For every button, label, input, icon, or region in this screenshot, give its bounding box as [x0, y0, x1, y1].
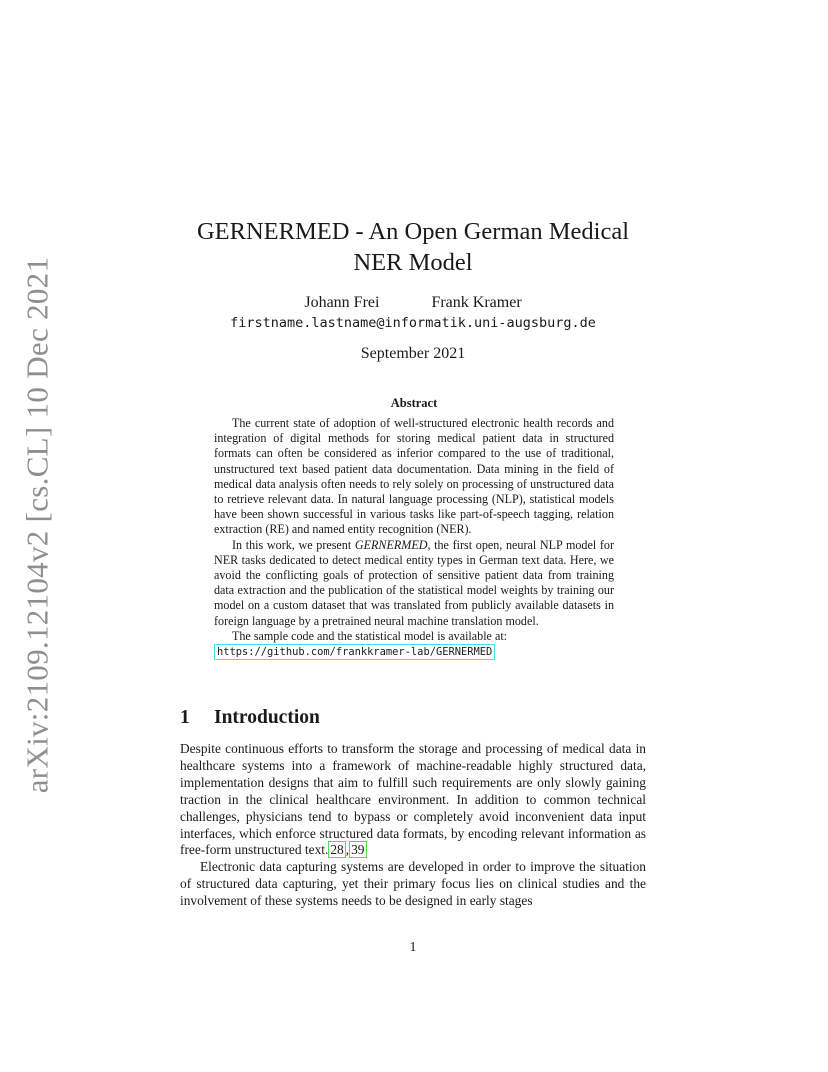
paper-title-line1: GERNERMED - An Open German Medical — [196, 218, 630, 245]
paper-title — [180, 216, 646, 278]
repository-link[interactable]: https://github.com/frankkramer-lab/GERNERMED — [214, 644, 495, 660]
page-number: 1 — [409, 939, 417, 954]
section-number: 1 — [180, 707, 190, 728]
author-name: Johann Frei — [304, 294, 380, 311]
model-name-emphasis: GERNERMED — [354, 537, 428, 552]
publication-date: September 2021 — [360, 345, 466, 362]
citation-link[interactable]: 28 — [330, 842, 344, 858]
section-body — [180, 741, 646, 910]
paper-title-line2: NER Model — [353, 249, 473, 276]
abstract-text: In this work, we present — [232, 537, 355, 552]
body-text: Despite continuous efforts to transform the storage and processing of medical data in healthcare systems into a framework of machine-readable highly structured data, implementation designs that aim to fulfill such requirements are only slowly gaining traction in the clinical healthcare environment. In addition to common technical challenges, physicians tend to bypass or completely avoid inconvenient data input interfaces, which enforce structured data formats, by encoding relevant information as free-form unstructured text. — [180, 741, 646, 858]
author-name: Frank Kramer — [431, 294, 522, 311]
section-heading — [180, 706, 320, 730]
abstract-heading: Abstract — [390, 396, 438, 410]
arxiv-identifier-text: arXiv:2109.12104v2 [cs.CL] 10 Dec 2021 — [19, 256, 54, 794]
body-paragraph: Despite continuous efforts to transform the storage and processing of medical data in healthcare systems into a framework of machine-readable highly structured data, implementation designs that aim to fulfill such requirements are only slowly gaining traction in the clinical healthcare environment. In addition to common technical challenges, physicians tend to bypass or completely avoid inconvenient data input interfaces, which enforce structured data formats, by encoding relevant information as free-form unstructured text. 28 , 39 — [180, 741, 646, 858]
abstract-paragraph: The sample code and the statistical model is available at: — [232, 628, 508, 643]
citation-link[interactable]: 39 — [351, 842, 365, 858]
arxiv-identifier-stamp — [14, 256, 60, 794]
body-paragraph: Electronic data capturing systems are developed in order to improve the situation of structured data capturing, yet their primary focus lies on clinical studies and the involvement of these systems needs to be designed in early stages — [180, 859, 646, 909]
abstract-text: , the first open, neural NLP model for NER tasks dedicated to detect medical entity types in German text data. Here, we avoid the conflicting goals of protection of sensitive patient data from training data extraction and the publication of the statistical model weights by training our model on a custom dataset that was translated from publicly available datasets in foreign language by a pretrained neural machine translation model. — [214, 537, 614, 628]
author-email: firstname.lastname@informatik.uni-augsburg.de — [230, 315, 596, 331]
section-title: Introduction — [214, 707, 320, 728]
abstract-paragraph: The current state of adoption of well-structured electronic health records and integration of digital methods for storing medical patient data in structured formats can often be considered as inferior compared to the use of traditional, unstructured text based patient data documentation. Data mining in the field of medical data analysis often needs to rely solely on processing of unstructured data to retrieve relevant data. In natural language processing (NLP), statistical models have been shown successful in various tasks like part-of-speech tagging, relation extraction (RE) and named entity recognition (NER). — [214, 416, 614, 537]
abstract-paragraph — [214, 538, 614, 629]
author-list — [180, 293, 646, 313]
abstract-body — [214, 416, 614, 660]
